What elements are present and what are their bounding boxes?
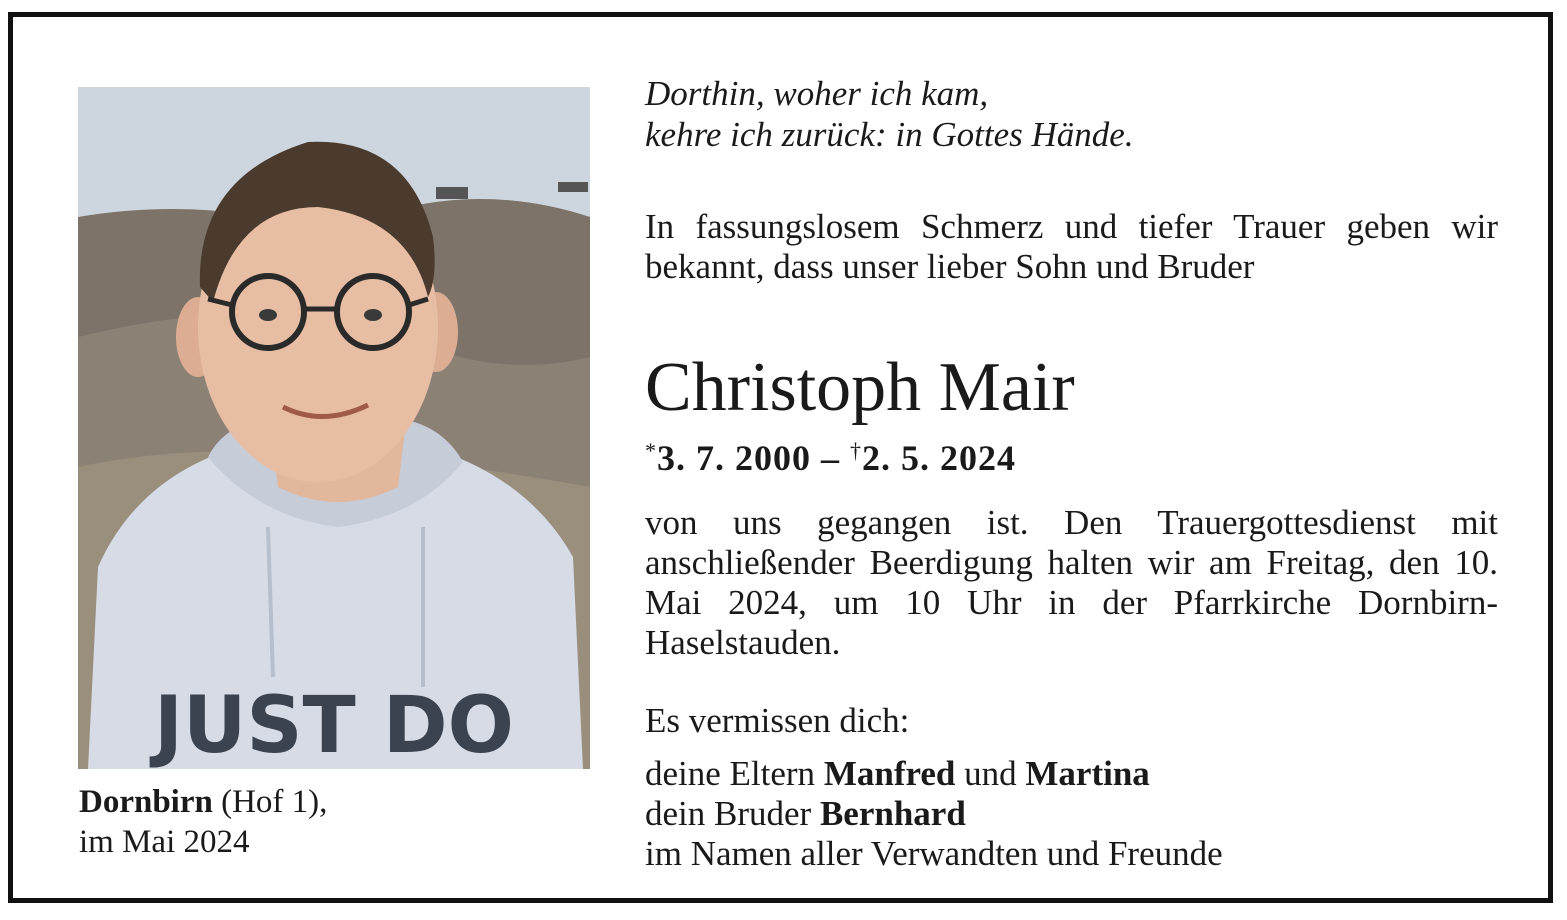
notice-text-column [645,73,1498,873]
death-date: 2. 5. 2024 [862,438,1016,478]
funeral-paragraph: von uns gegangen ist. Den Trauergottesdienst mit anschließender Beerdigung halten wir am Freitag, den 10. Mai 2024, um 10 Uhr in der Pfarrkirche Dornbirn-Haselstauden. [645,503,1498,662]
deceased-name: Christoph Mair [645,349,1075,426]
mourners-parents [645,754,1223,794]
mourners-list [645,754,1223,874]
brother-name: Bernhard [819,794,966,833]
and-word: und [955,754,1026,793]
hoodie-print: JUST DO [154,681,514,769]
location-caption [79,782,327,862]
birth-date: 3. 7. 2000 [657,438,811,478]
mother-name: Martina [1025,754,1150,793]
died-symbol: † [850,438,862,463]
portrait-illustration [78,87,590,769]
brother-prefix: dein Bruder [645,794,820,833]
portrait-photo [78,87,590,769]
mourners-closing: im Namen aller Verwandten und Freunde [645,834,1223,873]
caption-address: (Hof 1), [221,784,328,820]
date-separator: – [811,438,850,478]
mourners-intro: Es vermissen dich: [645,701,910,740]
parents-prefix: deine Eltern [645,754,824,793]
caption-date: im Mai 2024 [79,824,250,860]
motto-line-1: Dorthin, woher ich kam, [645,74,989,113]
motto-line-2: kehre ich zurück: in Gottes Hände. [645,115,1134,154]
obituary-notice [8,12,1553,903]
intro-paragraph: In fassungslosem Schmerz und tiefer Trauer geben wir bekannt, dass unser lieber Sohn und Bruder [645,207,1498,286]
mourners-brother [645,794,1223,834]
motto [645,73,1498,155]
caption-place: Dornbirn [79,784,213,820]
father-name: Manfred [823,754,956,793]
life-dates [645,431,1016,478]
born-symbol: * [645,438,657,463]
